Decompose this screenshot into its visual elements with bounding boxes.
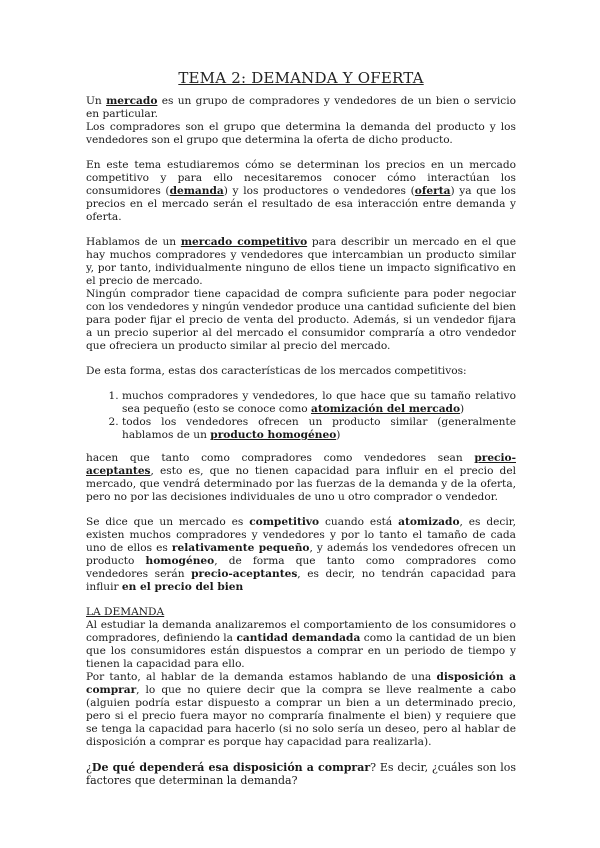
term-precio-aceptantes: precio-aceptantes: [86, 452, 516, 477]
paragraph-compradores-vendedores: Los compradores son el grupo que determina la demanda del producto y los vendedores son el grupo que determina la oferta de dicho producto.: [86, 121, 516, 146]
term-producto-homogeneo: producto homogéneo: [210, 429, 337, 441]
term-demanda: demanda: [169, 185, 224, 197]
document-page: [86, 69, 517, 799]
page-title: TEMA 2: DEMANDA Y OFERTA: [178, 69, 424, 87]
paragraph-question: ¿De qué dependerá esa disposición a comprar? Es decir, ¿cuáles son los factores que determinan la demanda?: [86, 761, 517, 787]
paragraph-disposicion-comprar: Por tanto, al hablar de la demanda estamos hablando de una disposición a comprar, lo que no quiere decir que la compra se lleve realmente a cabo (alguien podría estar dispuesto a comprar un bien a un determinado precio, pero si el precio fuera mayor no compraría finalmente el bien) y requiere que se tenga la capacidad para hacerlo (si no solo sería un deseo, pero al hablar de disposición a comprar es porque hay capacidad para realizarla).: [86, 671, 516, 748]
section-heading-la-demanda: LA DEMANDA: [86, 606, 165, 618]
characteristics-list: [86, 390, 516, 442]
list-item: 1. muchos compradores y vendedores, lo que hace que su tamaño relativo sea pequeño (esto se conoce como atomización del mercado): [122, 390, 516, 416]
paragraph-ningun-comprador: Ningún comprador tiene capacidad de compra suficiente para poder negociar con los vendedores y ningún vendedor produce una cantidad suficiente del bien para poder fijar el precio de venta del producto. Además, si un vendedor fijara a un precio superior al del mercado el consumidor compraría a otro vendedor que ofreciera un producto similar al precio del mercado.: [86, 288, 516, 352]
paragraph-mercado-competitivo: Hablamos de un mercado competitivo para describir un mercado en el que hay muchos compradores y vendedores que intercambian un producto similar y, por tanto, individualmente ninguno de ellos tiene un impacto significativo en el precio de mercado.: [86, 236, 517, 287]
term-mercado: mercado: [106, 95, 158, 107]
paragraph-mercado-definition: Un mercado es un grupo de compradores y vendedores de un bien o servicio en particular.: [86, 95, 516, 120]
list-item: 2. todos los vendedores ofrecen un producto similar (generalmente hablamos de un producto homogéneo): [122, 416, 516, 442]
term-mercado-competitivo: mercado competitivo: [180, 236, 308, 248]
term-atomizacion: atomización del mercado: [310, 403, 461, 415]
paragraph-caracteristicas-intro: De esta forma, estas dos características de los mercados competitivos:: [86, 365, 467, 377]
paragraph-tema-intro: En este tema estudiaremos cómo se determinan los precios en un mercado competitivo y para ello necesitaremos conocer cómo interactúan los consumidores (demanda) y los productores o vendedores (oferta) ya que los precios en el mercado serán el resultado de esa interacción entre demanda y oferta.: [86, 159, 516, 223]
paragraph-precio-aceptantes: hacen que tanto como compradores como vendedores sean precio-aceptantes, esto es, que no tienen capacidad para influir en el precio del mercado, que vendrá determinado por las fuerzas de la demanda y de la oferta, pero no por las decisiones individuales de uno u otro comprador o vendedor.: [86, 452, 516, 503]
paragraph-competitivo-summary: Se dice que un mercado es competitivo cuando está atomizado, es decir, existen muchos compradores y vendedores y por lo tanto el tamaño de cada uno de ellos es relativamente pequeño, y además los vendedores ofrecen un producto homogéneo, de forma que tanto como compradores como vendedores serán precio-aceptantes, es decir, no tendrán capacidad para influir en el precio del bien: [86, 516, 517, 593]
term-oferta: oferta: [414, 185, 451, 197]
paragraph-cantidad-demandada: Al estudiar la demanda analizaremos el comportamiento de los consumidores o compradores, definiendo la cantidad demandada como la cantidad de un bien que los consumidores están dispuestos a comprar en un periodo de tiempo y tienen la capacidad para ello.: [86, 619, 516, 670]
